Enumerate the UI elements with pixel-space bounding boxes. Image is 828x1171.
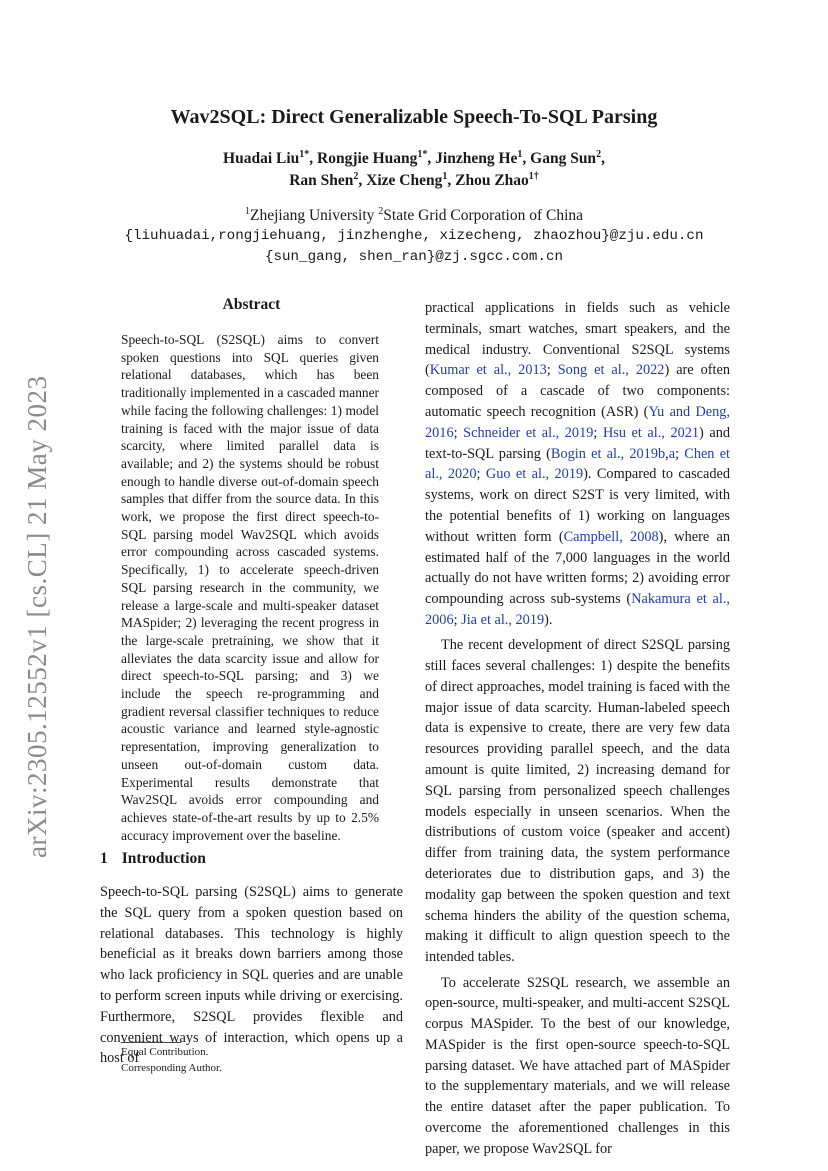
paragraph-text: ;	[675, 445, 685, 462]
author-list	[0, 148, 828, 192]
author-line-2: Ran Shen$^2$, Xize Cheng$^1$, Zhou Zhao$^{1\dagger}$	[289, 170, 539, 189]
citation-link[interactable]: Hsu et al., 2021	[602, 424, 700, 441]
citation-link[interactable]: Yu and Deng, 2016	[425, 403, 730, 441]
section-title: Introduction	[121, 850, 206, 867]
citation-link[interactable]: Nakamura et al., 2006	[425, 591, 730, 628]
paragraph-text: ), where an estimated half of the 7,000 languages in the world actually do not have written forms; 2) avoiding error compounding across sub-systems (	[425, 528, 730, 608]
paper-title: Wav2SQL: Direct Generalizable Speech-To-SQL Parsing	[170, 106, 658, 128]
citation-link[interactable]: Kumar et al., 2013	[429, 362, 547, 379]
institution-line: $^1$Zhejiang University $^2$State Grid Corporation of China	[244, 205, 584, 224]
footnote-corresponding-author: Corresponding Author.	[121, 1061, 222, 1074]
paragraph-text: ) are often composed of a cascade of two components: automatic speech recognition (ASR) (	[425, 362, 730, 420]
paragraph-text: ;	[546, 362, 558, 379]
abstract-text: Speech-to-SQL (S2SQL) aims to convert spoken questions into SQL queries given relational databases, which has been traditionally implemented in a cascaded manner while facing the following challenges: 1) model training is faced with the major issue of data scarcity, where limited parallel data is available; and 2) the systems should be robust enough to handle diverse out-of-domain speech samples that differ from the source data. In this work, we propose the first direct speech-to-SQL parsing model Wav2SQL which avoids error compounding across cascaded systems. Specifically, 1) to accelerate speech-driven SQL parsing research in the community, we release a large-scale and multi-speaker dataset MASpider; 2) leveraging the recent progress in the large-scale pretraining, we show that it alleviates the data scarcity issue and allow for direct speech-to-SQL parsing; and 3) we include the speech re-programming and gradient reversal classifier techniques to reduce acoustic variance and learned style-agnostic representation, improving generalization to unseen out-of-domain custom data. Experimental results demonstrate that Wav2SQL avoids error compounding and achieves state-of-the-art results by up to 2.5% accuracy improvement over the baseline.	[121, 332, 379, 843]
right-column	[425, 298, 730, 1160]
citation-link[interactable]: Jia et al., 2019	[461, 611, 545, 628]
right-column-paragraph-2: The recent development of direct S2SQL parsing still faces several challenges: 1) despite the benefits of direct approaches, model training is faced with the major issue of data scarcity. Human-labeled speech data is expensive to create, there are very few data resources providing parallel speech, and the data amount is quite limited, 2) increasing demand for SQL parsing from personalized speech challenges models especially in unseen scenarios. When the distributions of custom voice (speaker and accent) differ from training data, the system performance deteriorates due to distribution gaps, and 3) the modality gap between the spoken question and text schema hinders the ability of the question schema, making it difficult to align question speech to the intended tables.	[425, 637, 730, 966]
paragraph-text: ;	[453, 424, 464, 441]
right-column-paragraph-3: To accelerate S2SQL research, we assemble an open-source, multi-speaker, and multi-accent S2SQL corpus MASpider. To the best of our knowledge, MASpider is the first open-source speech-to-SQL parsing dataset. We have attached part of MASpider to the supplementary materials, and we will release the entire dataset after the paper publication. To overcome the aforementioned challenges in this paper, we propose Wav2SQL for	[425, 974, 730, 1157]
paragraph-text: ;	[476, 466, 486, 483]
paragraph-text: ). Compared to cascaded systems, work on direct S2ST is very limited, with the potential benefits of 1) working on languages without written form (	[425, 466, 730, 545]
footnote-divider	[121, 1042, 181, 1043]
paragraph-text: ;	[593, 424, 603, 441]
paragraph-text: ).	[544, 611, 553, 628]
right-column-paragraph-1	[425, 298, 730, 631]
affiliations	[0, 205, 828, 268]
citation-link[interactable]: Campbell, 2008	[563, 528, 659, 545]
introduction-paragraph: Speech-to-SQL parsing (S2SQL) aims to generate the SQL query from a spoken question based on relational databases. This technology is highly beneficial as it breaks down barriers among those who lack proficiency in SQL queries and are unable to perform screen inputs while driving or exercising. Furthermore, S2SQL provides flexible and convenient ways of interaction, which opens up a host of	[100, 884, 403, 1067]
citation-link[interactable]: a	[668, 445, 676, 462]
citation-link[interactable]: Chen et al., 2020	[425, 445, 731, 483]
citation-link[interactable]: Song et al., 2022	[557, 362, 665, 379]
footnotes	[121, 1045, 222, 1076]
paragraph-text: ) and text-to-SQL parsing (	[425, 424, 731, 462]
section-number: 1	[100, 850, 108, 867]
arxiv-identifier-stamp: arXiv:2305.12552v1 [cs.CL] 21 May 2023	[22, 375, 52, 858]
citation-link[interactable]: Guo et al., 2019	[485, 466, 584, 483]
paragraph-text: ,	[665, 445, 669, 462]
paragraph-text: practical applications in fields such as vehicle terminals, smart watches, smart speakers, and the medical industry. Conventional S2SQL systems (	[425, 300, 730, 379]
citation-link[interactable]: Schneider et al., 2019	[463, 424, 594, 441]
section-heading-introduction	[100, 850, 206, 868]
abstract-heading: Abstract	[222, 296, 281, 313]
paragraph-text: ;	[453, 611, 462, 628]
email-line-2: {sun_gang, shen_ran}@zj.sgcc.com.cn	[265, 249, 563, 265]
email-line-1: {liuhuadai,rongjiehuang, jinzhenghe, xizecheng, zhaozhou}@zju.edu.cn	[124, 228, 704, 244]
citation-link[interactable]: Bogin et al., 2019b	[550, 445, 666, 462]
author-line-1: Huadai Liu$^{1*}$, Rongjie Huang$^{1*}$, Jinzheng He$^1$, Gang Sun$^2$,	[223, 148, 605, 167]
footnote-equal-contribution: Equal Contribution.	[121, 1046, 209, 1058]
